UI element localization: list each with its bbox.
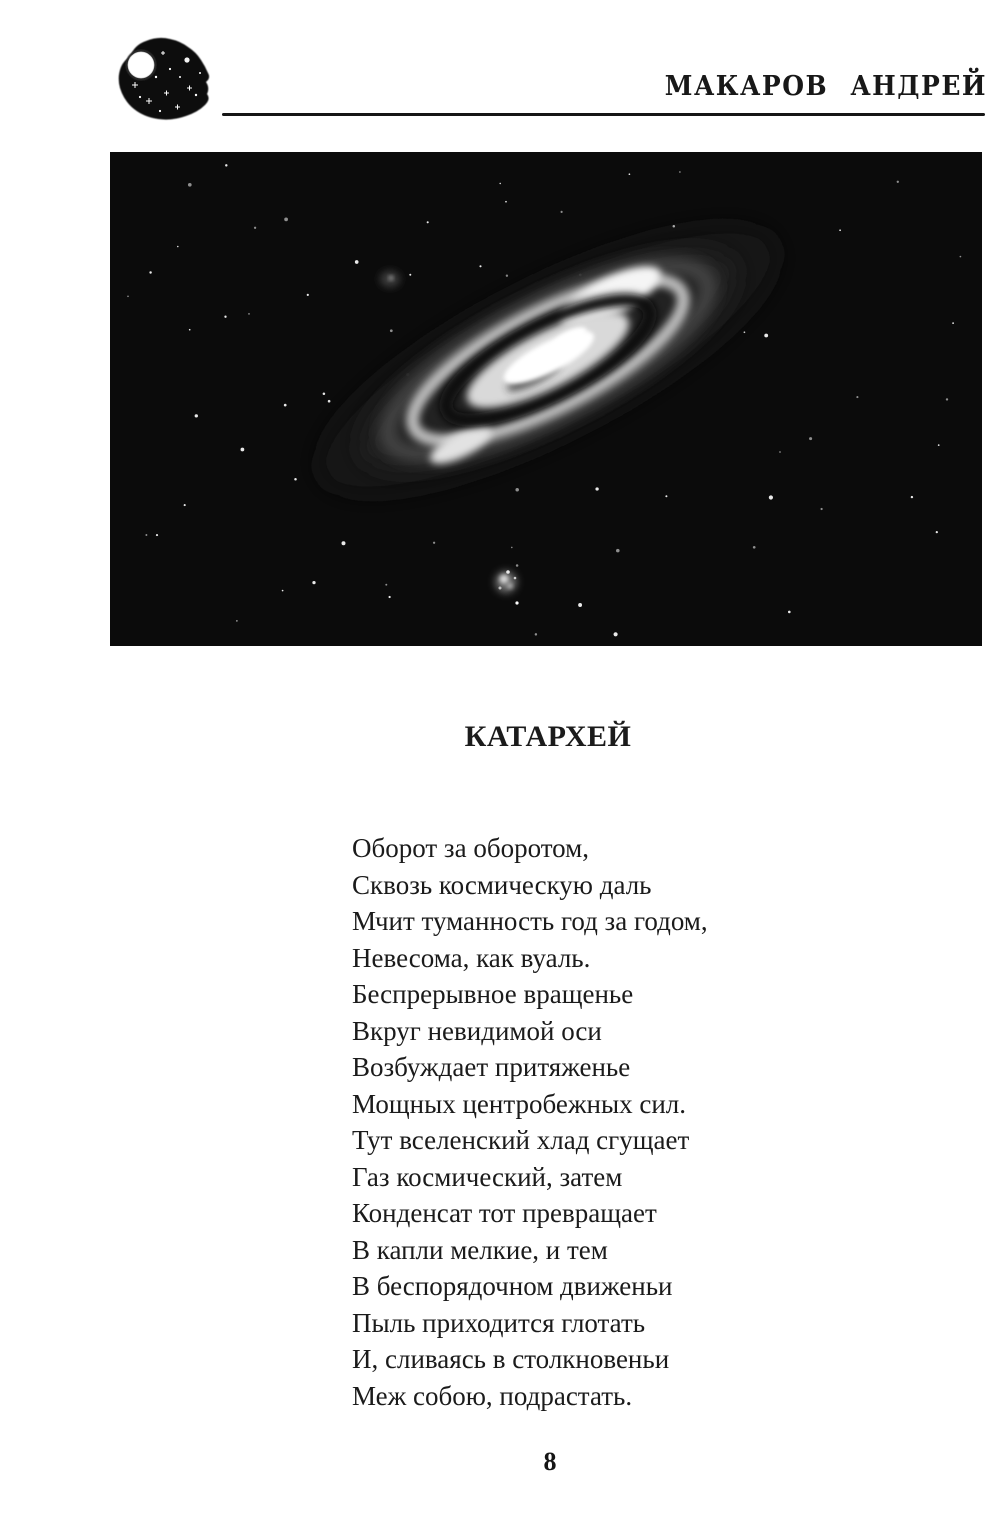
poem-line: Вкруг невидимой оси: [352, 1015, 602, 1046]
poem-line: И, сливаясь в столкновеньи: [352, 1344, 670, 1374]
poem-line: Невесома, как вуаль.: [352, 942, 591, 973]
poem-line: Мчит туманность год за годом,: [352, 906, 708, 936]
poem-line: Беспрерывное вращенье: [352, 979, 634, 1009]
poem: [352, 830, 708, 1414]
poem-line: Сквозь космическую даль: [352, 869, 652, 900]
poem-line: В беспорядочном движеньи: [352, 1271, 673, 1301]
poem-line: В капли мелкие, и тем: [352, 1234, 608, 1265]
spiral-galaxy-image: [110, 152, 982, 646]
nebula-logo-icon: [112, 33, 218, 121]
poem-line: Пыль приходится глотать: [352, 1307, 646, 1338]
author-name: МАКАРОВ АНДРЕЙ: [664, 70, 987, 102]
poem-line: Конденсат тот превращает: [352, 1198, 657, 1228]
poem-line: Тут вселенский хлад сгущает: [352, 1125, 690, 1155]
poem-line: Оборот за оборотом,: [352, 833, 589, 863]
header-divider: [222, 113, 985, 116]
poem-line: Возбуждает притяженье: [352, 1052, 631, 1082]
poem-title: КАТАРХЕЙ: [464, 720, 632, 753]
page-number: 8: [543, 1447, 557, 1476]
galaxy-illustration: [110, 152, 982, 646]
poem-line: Мощных центробежных сил.: [352, 1088, 686, 1119]
poem-line: Газ космический, затем: [352, 1161, 623, 1192]
faint-nebula-patch: [380, 271, 400, 287]
poem-line: Меж собою, подрастать.: [352, 1380, 633, 1411]
